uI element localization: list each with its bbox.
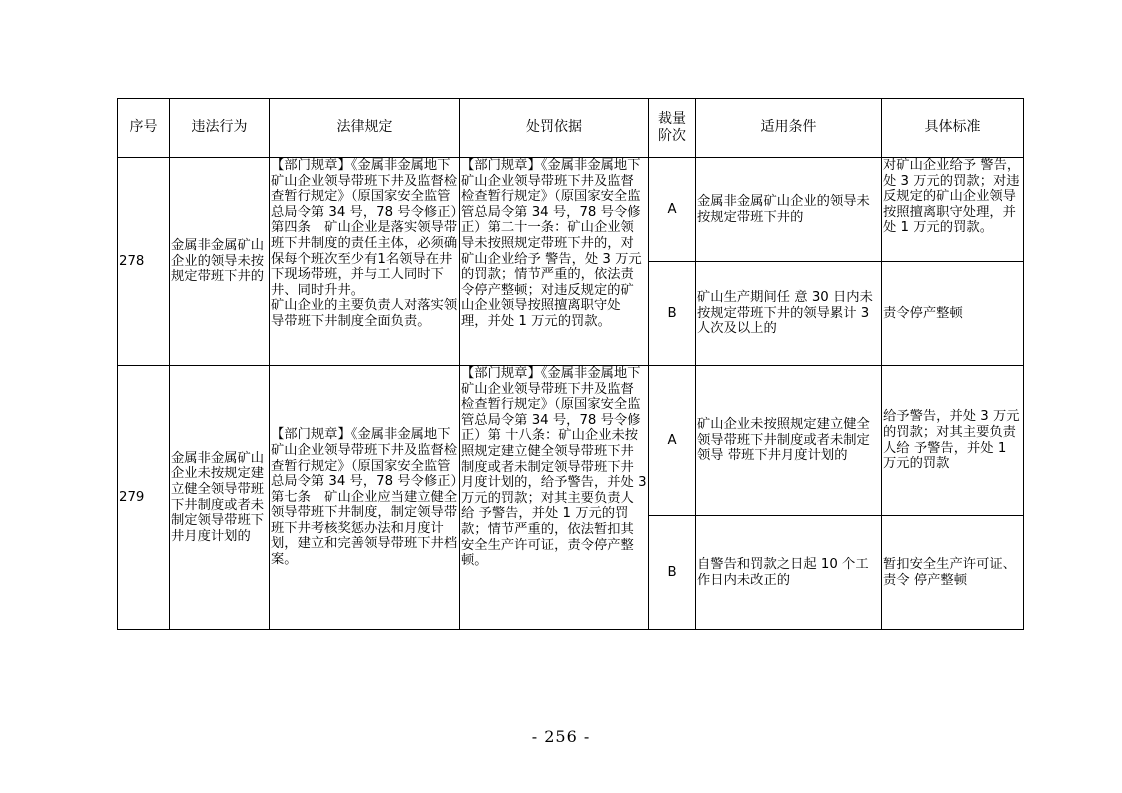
standard-cell: 对矿山企业给予 警告，处 3 万元的罚款；对违反规定的矿山企业领导按照擅离职守处理，并处 1 万元的罚款。 [882,158,1024,262]
condition-cell: 自警告和罚款之日起 10 个工作日内未改正的 [696,516,882,630]
level-cell: A [649,366,696,516]
violation-cell: 金属非金属矿山企业的领导未按规定带班下井的 [170,158,270,366]
penalty-table [117,98,1024,630]
law-cell [270,158,460,366]
header-standard: 具体标准 [882,99,1024,158]
standard-cell: 给予警告，并处 3 万元的罚款；对其主要负责人给 予警告，并处 1 万元的罚款 [882,366,1024,516]
table-header-row [118,99,1024,158]
standard-cell: 暂扣安全生产许可证、责令 停产整顿 [882,516,1024,630]
header-no: 序号 [118,99,170,158]
level-cell: A [649,158,696,262]
basis-cell: 【部门规章】《金属非金属地下矿山企业领导带班下井及监督检查暂行规定》（原国家安全监管总局令第 34 号，78 号令修正）第二十一条：矿山企业领导未按照规定带班下井的，对矿山企业给予 警告，处 3 万元的罚款；情节严重的，依法责令停产整顿；对违反规定的矿山企业领导按照擅离职守处理，并处 1 万元的罚款。 [460,158,649,366]
table-row [118,366,1024,516]
violation-cell: 金属非金属矿山企业未按规定建立健全领导带班下井制度或者未制定领导带班下井月度计划的 [170,366,270,630]
header-law: 法律规定 [270,99,460,158]
header-level-label: 裁量阶次 [658,111,686,144]
page-number: - 256 - [531,727,591,746]
level-cell: B [649,262,696,366]
header-act: 违法行为 [170,99,270,158]
standard-cell: 责令停产整顿 [882,262,1024,366]
row-number: 279 [118,366,170,630]
row-number: 278 [118,158,170,366]
header-basis: 处罚依据 [460,99,649,158]
law-extra-text: 矿山企业的主要负责人对落实领导带班下井制度全面负责。 [271,298,458,329]
header-condition: 适用条件 [696,99,882,158]
law-cell: 【部门规章】《金属非金属地下矿山企业领导带班下井及监督检查暂行规定》（原国家安全监管总局令第 34 号，78 号令修正）第七条 矿山企业应当建立健全领导带班下井制度，制定领导带班下井考核奖惩办法和月度计划，建立和完善领导带班下井档案。 [270,366,460,630]
table-row [118,158,1024,262]
condition-cell: 金属非金属矿山企业的领导未按规定带班下井的 [696,158,882,262]
condition-cell: 矿山生产期间任 意 30 日内未按规定带班下井的领导累计 3 人次及以上的 [696,262,882,366]
condition-cell: 矿山企业未按照规定建立健全领导带班下井制度或者未制定领导 带班下井月度计划的 [696,366,882,516]
level-cell: B [649,516,696,630]
header-level [649,99,696,158]
basis-cell: 【部门规章】《金属非金属地下矿山企业领导带班下井及监督检查暂行规定》（原国家安全监管总局令第 34 号，78 号令修正）第 十八条：矿山企业未按照规定建立健全领导带班下井制度或者未制定领导带班下井月度计划的，给予警告，并处 3 万元的罚款；对其主要负责人给 予警告，并处 1 万元的罚款；情节严重的，依法暂扣其安全生产许可证，责令停产整顿。 [460,366,649,630]
law-text: 【部门规章】《金属非金属地下矿山企业领导带班下井及监督检查暂行规定》（原国家安全监管总局令第 34 号，78 号令修正）第四条 矿山企业是落实领导带班下井制度的责任主体，必须确保每个班次至少有1名领导在井下现场带班，并与工人同时下井、同时升井。 [271,158,458,298]
